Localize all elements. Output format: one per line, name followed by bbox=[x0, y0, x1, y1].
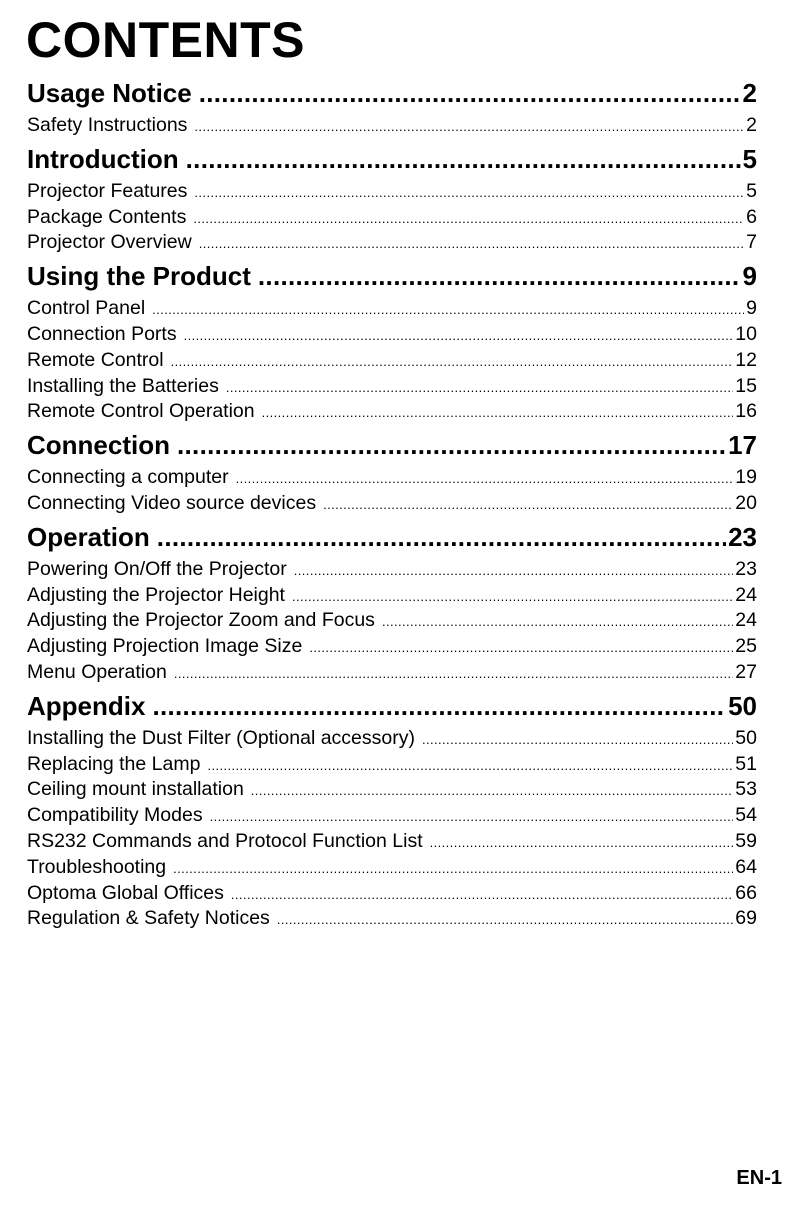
toc-entry-page-number: 64 bbox=[735, 855, 757, 878]
toc-entry-label: Troubleshooting bbox=[27, 855, 167, 878]
toc-entry-label: Adjusting the Projector Zoom and Focus bbox=[27, 609, 375, 632]
toc-entry[interactable] bbox=[27, 881, 757, 907]
toc-entry[interactable] bbox=[27, 803, 757, 829]
dot-leader bbox=[193, 206, 744, 232]
dot-leader bbox=[186, 139, 741, 179]
toc-entry-label: Replacing the Lamp bbox=[27, 752, 201, 775]
toc-entry[interactable] bbox=[27, 179, 757, 205]
page-number-footer: EN-1 bbox=[736, 1167, 782, 1189]
section-heading-label: Connection bbox=[27, 430, 170, 461]
toc-entry[interactable] bbox=[27, 660, 757, 686]
toc-section bbox=[27, 686, 757, 932]
dot-leader bbox=[157, 517, 726, 557]
dot-leader bbox=[231, 882, 733, 908]
toc-entry-label: Remote Control Operation bbox=[27, 400, 255, 423]
toc-entry-label: Ceiling mount installation bbox=[27, 778, 244, 801]
toc-entry-page-number: 54 bbox=[735, 804, 757, 827]
toc-entry-page-number: 6 bbox=[746, 205, 757, 228]
toc-entry-page-number: 23 bbox=[735, 557, 757, 580]
dot-leader bbox=[277, 907, 733, 933]
toc-entry-page-number: 7 bbox=[746, 231, 757, 254]
section-heading-label: Using the Product bbox=[27, 261, 251, 292]
toc-entry[interactable] bbox=[27, 608, 757, 634]
dot-leader bbox=[194, 180, 744, 206]
toc-entry-page-number: 24 bbox=[735, 583, 757, 606]
toc-entry-label: Connection Ports bbox=[27, 322, 177, 345]
dot-leader bbox=[184, 323, 734, 349]
toc-section-heading[interactable] bbox=[27, 517, 757, 557]
table-of-contents bbox=[27, 73, 757, 932]
dot-leader bbox=[194, 114, 744, 140]
toc-entry-page-number: 59 bbox=[735, 829, 757, 852]
toc-entry-label: RS232 Commands and Protocol Function List bbox=[27, 829, 423, 852]
toc-entry-page-number: 51 bbox=[735, 752, 757, 775]
toc-entry[interactable] bbox=[27, 557, 757, 583]
toc-entry[interactable] bbox=[27, 855, 757, 881]
toc-entry[interactable] bbox=[27, 205, 757, 231]
section-page-number: 9 bbox=[742, 261, 757, 292]
toc-entry-page-number: 19 bbox=[735, 466, 757, 489]
toc-entry-page-number: 69 bbox=[735, 907, 757, 930]
dot-leader bbox=[199, 73, 741, 113]
section-heading-label: Appendix bbox=[27, 690, 146, 721]
toc-entry-label: Safety Instructions bbox=[27, 114, 188, 136]
toc-section bbox=[27, 256, 757, 425]
section-page-number: 2 bbox=[742, 78, 757, 108]
section-page-number: 23 bbox=[728, 521, 757, 552]
toc-entry-page-number: 15 bbox=[735, 374, 757, 397]
toc-section-heading[interactable] bbox=[27, 686, 757, 726]
dot-leader bbox=[251, 778, 734, 804]
toc-entry[interactable] bbox=[27, 399, 757, 425]
toc-entry-label: Connecting a computer bbox=[27, 466, 229, 489]
toc-section bbox=[27, 139, 757, 256]
dot-leader bbox=[258, 256, 741, 296]
dot-leader bbox=[199, 231, 744, 257]
dot-leader bbox=[171, 349, 734, 375]
dot-leader bbox=[210, 804, 734, 830]
toc-entry[interactable] bbox=[27, 777, 757, 803]
section-page-number: 5 bbox=[742, 143, 757, 174]
toc-entry-label: Installing the Batteries bbox=[27, 374, 219, 397]
toc-entry[interactable] bbox=[27, 726, 757, 752]
toc-section bbox=[27, 73, 757, 139]
toc-entry[interactable] bbox=[27, 752, 757, 778]
toc-entry-page-number: 25 bbox=[735, 635, 757, 658]
toc-entry-page-number: 16 bbox=[735, 400, 757, 423]
toc-entry-page-number: 27 bbox=[735, 660, 757, 683]
dot-leader bbox=[430, 830, 734, 856]
dot-leader bbox=[292, 584, 733, 610]
toc-section-heading[interactable] bbox=[27, 425, 757, 465]
dot-leader bbox=[309, 635, 733, 661]
toc-entry[interactable] bbox=[27, 491, 757, 517]
toc-entry-page-number: 2 bbox=[746, 114, 757, 136]
toc-entry-label: Remote Control bbox=[27, 348, 164, 371]
toc-entry-label: Control Panel bbox=[27, 297, 146, 320]
toc-entry[interactable] bbox=[27, 348, 757, 374]
toc-entry[interactable] bbox=[27, 906, 757, 932]
dot-leader bbox=[382, 609, 733, 635]
section-heading-label: Operation bbox=[27, 521, 150, 552]
toc-entry-label: Projector Overview bbox=[27, 231, 192, 254]
toc-section-heading[interactable] bbox=[27, 256, 757, 296]
toc-entry[interactable] bbox=[27, 296, 757, 322]
dot-leader bbox=[173, 856, 733, 882]
dot-leader bbox=[152, 297, 744, 323]
toc-entry-page-number: 24 bbox=[735, 609, 757, 632]
toc-entry-page-number: 53 bbox=[735, 778, 757, 801]
dot-leader bbox=[152, 686, 726, 726]
toc-entry-page-number: 12 bbox=[735, 348, 757, 371]
toc-entry-label: Package Contents bbox=[27, 205, 187, 228]
toc-entry-page-number: 5 bbox=[746, 179, 757, 202]
dot-leader bbox=[226, 375, 733, 401]
toc-section-heading[interactable] bbox=[27, 73, 757, 113]
section-page-number: 50 bbox=[728, 690, 757, 721]
toc-entry-label: Connecting Video source devices bbox=[27, 491, 317, 514]
toc-entry-page-number: 66 bbox=[735, 881, 757, 904]
page-title: CONTENTS bbox=[26, 12, 305, 68]
toc-entry-label: Optoma Global Offices bbox=[27, 881, 224, 904]
toc-section bbox=[27, 425, 757, 517]
toc-entry[interactable] bbox=[27, 634, 757, 660]
toc-entry-label: Regulation & Safety Notices bbox=[27, 907, 270, 930]
toc-entry-label: Projector Features bbox=[27, 179, 188, 202]
toc-entry-label: Adjusting Projection Image Size bbox=[27, 635, 303, 658]
toc-entry-page-number: 50 bbox=[735, 726, 757, 749]
dot-leader bbox=[323, 492, 733, 518]
toc-entry-label: Menu Operation bbox=[27, 660, 167, 683]
section-page-number: 17 bbox=[728, 430, 757, 461]
toc-entry[interactable] bbox=[27, 583, 757, 609]
toc-entry-label: Powering On/Off the Projector bbox=[27, 557, 287, 580]
toc-entry[interactable] bbox=[27, 322, 757, 348]
toc-entry-page-number: 20 bbox=[735, 491, 757, 514]
dot-leader bbox=[422, 727, 733, 753]
dot-leader bbox=[174, 661, 733, 687]
section-heading-label: Usage Notice bbox=[27, 78, 192, 108]
toc-entry-page-number: 9 bbox=[746, 297, 757, 320]
toc-entry[interactable] bbox=[27, 374, 757, 400]
toc-entry[interactable] bbox=[27, 829, 757, 855]
dot-leader bbox=[294, 558, 734, 584]
dot-leader bbox=[177, 425, 726, 465]
dot-leader bbox=[207, 753, 733, 779]
dot-leader bbox=[236, 466, 734, 492]
toc-entry[interactable] bbox=[27, 113, 757, 139]
toc-entry[interactable] bbox=[27, 465, 757, 491]
toc-entry-page-number: 10 bbox=[735, 322, 757, 345]
section-heading-label: Introduction bbox=[27, 143, 179, 174]
toc-entry-label: Adjusting the Projector Height bbox=[27, 583, 285, 606]
toc-entry-label: Installing the Dust Filter (Optional accessory) bbox=[27, 726, 415, 749]
toc-section-heading[interactable] bbox=[27, 139, 757, 179]
toc-section bbox=[27, 517, 757, 686]
toc-entry[interactable] bbox=[27, 230, 757, 256]
toc-entry-label: Compatibility Modes bbox=[27, 804, 203, 827]
dot-leader bbox=[262, 400, 734, 426]
